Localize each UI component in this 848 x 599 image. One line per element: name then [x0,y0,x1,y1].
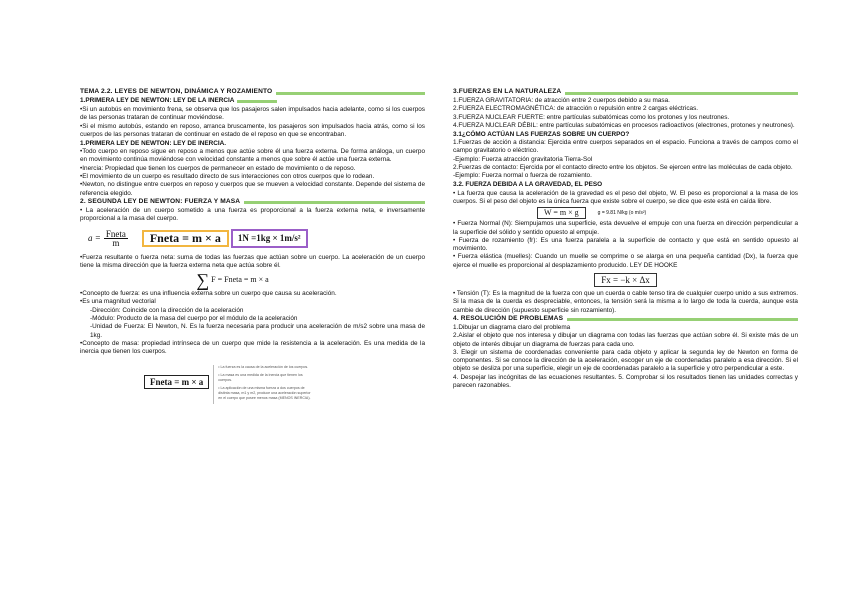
paragraph: •Fuerza resultante o fuerza neta: suma de todas las fuerzas que actúan sobre un cuerpo. La aceleración de un cuerpo tiene la misma dirección que la fuerza externa neta que actúa sobre él. [80,253,425,269]
heading-segunda-ley: 2. SEGUNDA LEY DE NEWTON: FUERZA Y MASA [80,198,241,206]
paragraph: 4.FUERZA NUCLEAR DÉBIL: entre partículas subatómicas en procesos radioactivos (electrones, protones y neutrones). [453,121,795,129]
embedded-image [144,365,425,405]
heading-bar [565,92,798,95]
weight-formula-row [537,206,798,220]
newton-unit-box: 1N =1kg × 1m/s² [231,229,308,247]
paragraph: •Si un autobús en movimiento frena, se observa que los pasajeros salen impulsados hacia adelante, como si los cuerpos de las personas trataran de continuar moviéndose. [80,106,425,122]
section-heading [453,315,798,324]
heading-bar [567,318,798,321]
image-note: • La aplicación de una misma fuerza a dos cuerpos de distinta masa, m1 y m2, produce una aceleración superior en el cuerpo que posee menos masa (MENOS INERCIA). [218,386,311,400]
paragraph: -Ejemplo: Fuerza atracción gravitatoria Tierra-Sol [453,155,593,163]
paragraph: -Dirección: Coincide con la dirección de la aceleración [90,306,244,314]
subheading [80,97,425,106]
heading-resolucion: 4. RESOLUCIÓN DE PROBLEMAS [453,315,564,323]
paragraph: •Si el mismo autobús, estando en reposo, arranca bruscamente, los pasajeros son impulsados hacia atrás, como si los cuerpos de las personas trataran de continuar en estado de el reposo en que se encontraban. [80,122,425,138]
paragraph: 3. Elegir un sistema de coordenadas conveniente para cada objeto y aplicar la segunda ley de Newton en forma de componentes. Si se conoce la dirección de la aceleración, escoger un eje de coordenadas paralelo a esa dirección. Si el objeto se desliza por una superficie, elegir un eje de coordenadas paralelo a la superficie y otro perpendicular a este. [453,348,798,373]
heading-bar [237,100,277,103]
image-note: • La fuerza es la causa de la aceleración de los cuerpos. [218,364,309,369]
heading-fuerzas: 3.FUERZAS EN LA NATURALEZA [453,88,562,96]
right-column [453,88,798,390]
subheading [80,139,425,148]
paragraph: 3.FUERZA NUCLEAR FUERTE: entre partículas subatómicas como los protones y los neutrones. [453,113,730,121]
paragraph: • La aceleración de un cuerpo sometido a una fuerza es proporcional a la fuerza externa neta, e inversamente proporcional a la masa del cuerpo. [80,206,425,223]
paragraph: • Tensión (T): Es la magnitud de la fuerza con que un cuerda o cable tenso tira de cualquier cuerpo unido a sus extremos. Si la masa de la cuerda es despreciable, entonces, la tensión será la misma a lo largo de toda la cuerda, aunque esta cambie de dirección (supuesto superficie sin rozamiento). [453,290,798,314]
formula-row [88,226,425,252]
paragraph: -Unidad de Fuerza: El Newton, N. Es la fuerza necesaria para producir una aceleración de m/s2 sobre una masa de 1kg. [90,323,425,339]
subheading [453,181,798,190]
heading-bar [244,201,425,204]
paragraph: •Concepto de fuerza: es una influencia externa sobre un cuerpo que causa su aceleración. [80,290,337,298]
section-heading [80,88,425,97]
hooke-formula-row [453,270,798,290]
hooke-formula: Fx = −k × Δx [594,273,657,287]
paragraph: 2.FUERZA ELECTROMAGNÉTICA: de atracción o repulsión entre 2 cargas eléctricas. [453,105,699,113]
paragraph: 2.Fuerzas de contacto: Ejercida por el contacto directo entre los objetos. Se ejercen entre las moléculas de cada objeto. [453,164,793,172]
paragraph: 4. Despejar las incógnitas de las ecuaciones resultantes. 5. Comprobar si los resultados tienen las unidades correctas y parecen razonables. [453,373,798,390]
paragraph: •Inercia: Propiedad que tienen los cuerpos de permanecer en estado de movimiento o de reposo. [80,164,356,172]
heading-peso: 3.2. FUERZA DEBIDA A LA GRAVEDAD, EL PESO [453,181,603,189]
image-notes [213,365,313,405]
acceleration-formula: a = Fneta m [88,228,126,249]
paragraph: 1.FUERZA GRAVITATORIA: de atracción entre 2 cuerpos debido a su masa. [453,97,670,104]
section-heading [80,198,425,207]
paragraph: • Fuerza de rozamiento (fr): Es una fuerza paralela a la superficie de contacto y que está en sentido opuesto al movimiento. [453,236,798,253]
heading-tema: TEMA 2.2. LEYES DE NEWTON, DINÁMICA Y ROZAMIENTO [80,88,273,96]
gravity-note: g = 9.81 N/kg (o m/s²) [597,210,647,217]
paragraph: •Es una magnitud vectorial [80,298,156,306]
paragraph: •El movimiento de un cuerpo es resultado directo de sus interacciones con otros cuerpos que lo rodean. [80,173,375,181]
subheading [453,130,798,139]
heading-primera-ley: 1.PRIMERA LEY DE NEWTON: LEY DE LA INERCIA [80,97,235,105]
paragraph: •Newton, no distingue entre cuerpos en reposo y cuerpos que se mueven a velocidad constante. Depende del sistema de referencia elegido. [80,181,425,197]
paragraph: •Concepto de masa: propiedad intrínseca de un cuerpo que mide la resistencia a la aceleración. Es una medida de la inercia que tienen los cuerpos. [80,339,425,356]
image-formula: Fneta = m × a [144,375,209,389]
newton-second-law-box: Fneta = m × a [142,230,229,246]
sum-formula: ∑ F = Fneta = m × a [196,270,269,290]
section-heading [453,88,798,97]
left-column [80,88,425,404]
paragraph: • La fuerza que causa la aceleración de la gravedad es el peso del objeto, W. El peso es proporcional a la masa de los cuerpos. Si el peso del objeto es la única fuerza que existe sobre el cuerpo, se dice que este está en caída libre. [453,189,798,205]
image-note: • La masa es una medida de la inercia que tienen los cuerpos. [218,373,303,382]
sigma-icon: ∑ [196,270,210,290]
paragraph: • Fuerza elástica (muelles): Cuando un muelle se comprime o se alarga en una pequeña cantidad (Dx), la fuerza que ejerce el muelle es proporcional al desplazamiento producido. LEY DE HOOKE [453,253,798,269]
heading-como-actuan: 3.1¿CÓMO ACTÚAN LAS FUERZAS SOBRE UN CUERPO? [453,130,630,138]
paragraph: 1.Dibujar un diagrama claro del problema [453,323,571,331]
paragraph: • Fuerza Normal (N): Siempujamos una superficie, esta devuelve el empuje con una fuerza en dirección perpendicular a la superficie del sólido y sentido opuesto al empuje. [453,220,798,236]
paragraph: •Todo cuerpo en reposo sigue en reposo a menos que actúe sobre él una fuerza externa. De forma análoga, un cuerpo en movimiento continúa moviéndose con velocidad constante a menos que sobre él actúe una fuerza externa. [80,148,425,164]
paragraph: -Ejemplo: Fuerza normal o fuerza de rozamiento. [453,172,592,180]
weight-formula: W = m × g [537,207,586,219]
heading-ley-inercia: 1.PRIMERA LEY DE NEWTON: LEY DE INERCIA. [80,139,227,147]
paragraph: 2.Aislar el objeto que nos interesa y dibujar un diagrama con todas las fuerzas que actúan sobre él. Si existe más de un objeto de interés dibujar un diagrama de fuerzas para cada uno. [453,332,798,348]
paragraph: 1.Fuerzas de acción a distancia: Ejercida entre cuerpos separados en el espacio. Funciona a través de campos como el campo gravitatorio o eléctrico. [453,139,798,155]
heading-bar [276,92,425,95]
paragraph: -Módulo: Producto de la masa del cuerpo por el módulo de la aceleración [90,315,298,323]
